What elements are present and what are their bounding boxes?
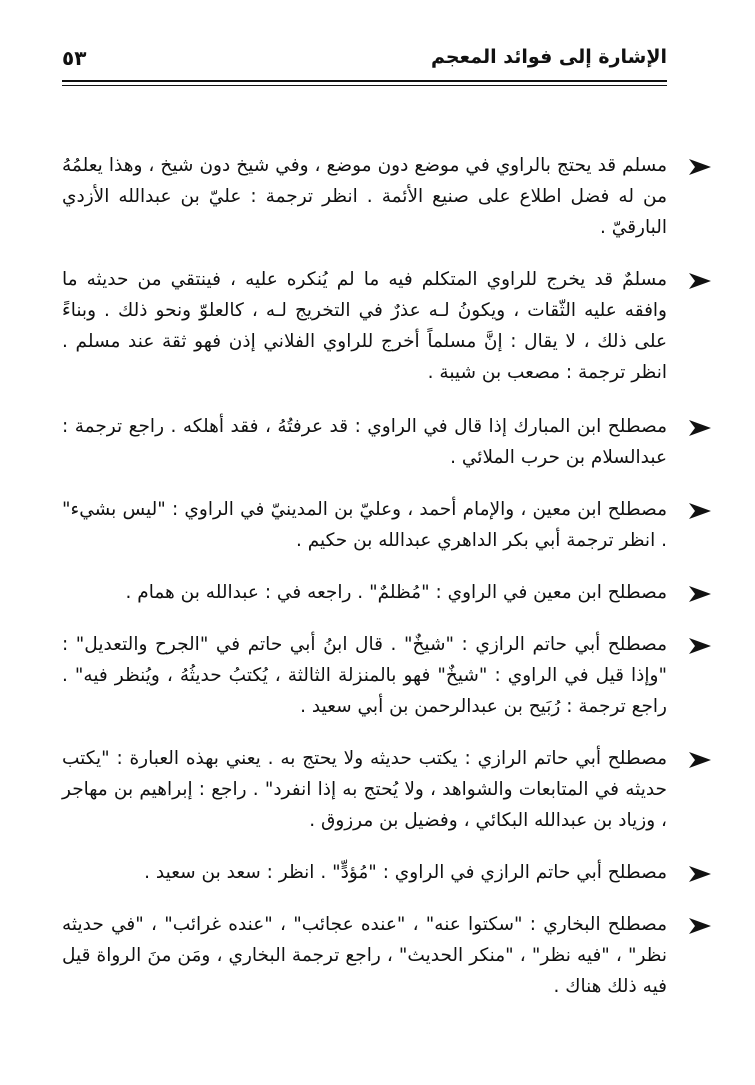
- list-item: [62, 494, 711, 556]
- arrow-bullet-icon: [689, 273, 711, 289]
- page-number: ٥٣: [62, 46, 87, 70]
- list-item: [62, 150, 711, 243]
- page-header: [62, 42, 667, 88]
- arrow-bullet-icon: [689, 159, 711, 175]
- list-item: [62, 264, 711, 388]
- header-rule-thin: [62, 85, 667, 86]
- list-item: [62, 909, 711, 1002]
- entry-text: مصطلح البخاري : "سكتوا عنه" ، "عنده عجائب" ، "عنده غرائب" ، "في حديثه نظر" ، "فيه نظر" ، "منكر الحديث" ، راجع ترجمة البخاري ، ومَن منَ الرواة قيل فيه ذلك هناك .: [62, 914, 667, 997]
- entry-text: مسلمٌ قد يخرج للراوي المتكلم فيه ما لم يُنكره عليه ، فينتقي من حديثه ما وافقه عليه الثّقات ، ويكونُ لـه عذرٌ في التخريج لـه ، كالعلوّ ونحو ذلك . وبناءً على ذلك ، لا يقال : إنَّ مسلماً أخرج للراوي الفلاني إذن فهو ثقة عند مسلم . انظر ترجمة : مصعب بن شيبة .: [62, 269, 667, 383]
- entry-text: مصطلح أبي حاتم الرازي : يكتب حديثه ولا يحتج به . يعني بهذه العبارة : "يكتب حديثه في المتابعات والشواهد ، ولا يُحتج به إذا انفرد" . راجع : إبراهيم بن مهاجر ، وزياد بن عبدالله البكائي ، وفضيل بن مرزوق .: [62, 748, 667, 831]
- arrow-bullet-icon: [689, 918, 711, 934]
- header-rule: [62, 80, 667, 82]
- arrow-bullet-icon: [689, 503, 711, 519]
- arrow-bullet-icon: [689, 638, 711, 654]
- header-title: الإشارة إلى فوائد المعجم: [430, 46, 667, 68]
- entries-list: [62, 150, 711, 1023]
- arrow-bullet-icon: [689, 586, 711, 602]
- entry-text: مصطلح ابن المبارك إذا قال في الراوي : قد عرفتُهُ ، فقد أهلكه . راجع ترجمة : عبدالسلام بن حرب الملائي .: [62, 416, 667, 468]
- list-item: [62, 857, 711, 888]
- list-item: [62, 411, 711, 473]
- entry-text: مصطلح ابن معين ، والإمام أحمد ، وعليّ بن المدينيّ في الراوي : "ليس بشيء" . انظر ترجمة أبي بكر الداهري عبدالله بن حكيم .: [62, 499, 667, 551]
- arrow-bullet-icon: [689, 420, 711, 436]
- entry-text: مصطلح أبي حاتم الرازي في الراوي : "مُؤدٍّ" . انظر : سعد بن سعيد .: [144, 862, 667, 883]
- entry-text: مصطلح ابن معين في الراوي : "مُظلمٌ" . راجعه في : عبدالله بن همام .: [125, 582, 667, 603]
- entry-text: مسلم قد يحتج بالراوي في موضع دون موضع ، وفي شيخ دون شيخ ، وهذا يعلمُهُ من له فضل اطلاع على صنيع الأئمة . انظر ترجمة : عليّ بن عبدالله الأزدي البارقيّ .: [62, 155, 667, 238]
- list-item: [62, 629, 711, 722]
- list-item: [62, 743, 711, 836]
- list-item: [62, 577, 711, 608]
- entry-text: مصطلح أبي حاتم الرازي : "شيخٌ" . قال ابنُ أبي حاتم في "الجرح والتعديل" : "وإذا قيل في الراوي : "شيخٌ" فهو بالمنزلة الثالثة ، يُكتبُ حديثُهُ ، ويُنظر فيه" . راجع ترجمة : رُبَيح بن عبدالرحمن بن أبي سعيد .: [62, 634, 667, 717]
- arrow-bullet-icon: [689, 752, 711, 768]
- arrow-bullet-icon: [689, 866, 711, 882]
